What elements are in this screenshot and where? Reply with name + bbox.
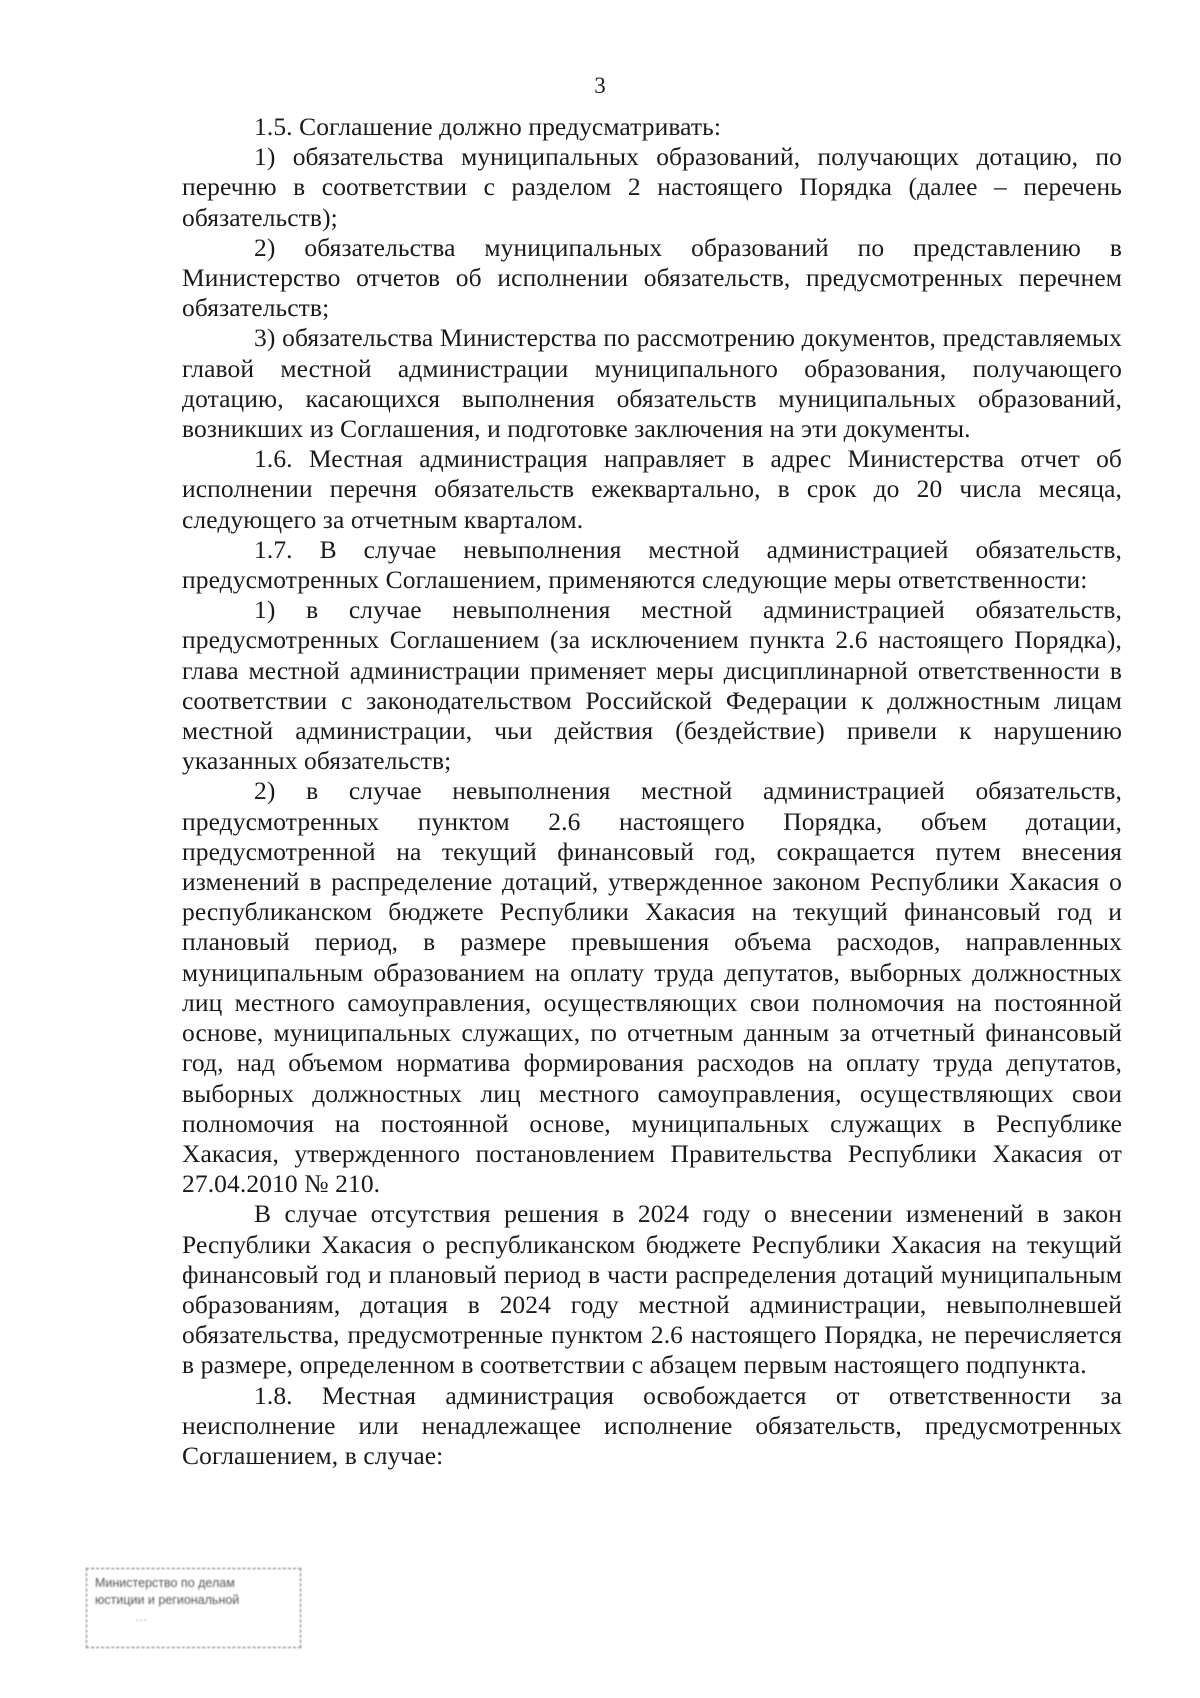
paragraph-1-7-note: В случае отсутствия решения в 2024 году о внесении изменений в закон Республики Хакасия о республиканском бюджете Республики Хакасия на текущий финансовый год и плановый период в части распределения дотаций муниципальным образованиям, дотация в 2024 году местной администрации, невыполневшей обязательства, предусмотренные пунктом 2.6 настоящего Порядка, не перечисляется в размере, определенном в соответствии с абзацем первым настоящего подпункта. (182, 1199, 1122, 1380)
stamp-line-3: … (135, 1610, 148, 1624)
paragraph-1-5-item-1: 1) обязательства муниципальных образований, получающих дотацию, по перечню в соответствии с разделом 2 настоящего Порядка (далее – перечень обязательств); (182, 142, 1122, 232)
paragraph-1-6: 1.6. Местная администрация направляет в адрес Министерства отчет об исполнении перечня обязательств ежеквартально, в срок до 20 числа месяца, следующего за отчетным кварталом. (182, 444, 1122, 534)
paragraph-1-7-item-2: 2) в случае невыполнения местной администрацией обязательств, предусмотренных пунктом 2.6 настоящего Порядка, объем дотации, предусмотренной на текущий финансовый год, сокращается путем внесения изменений в распределение дотаций, утвержденное законом Республики Хакасия о республиканском бюджете Республики Хакасия на текущий финансовый год и плановый период, в размере превышения объема расходов, направленных муниципальным образованием на оплату труда депутатов, выборных должностных лиц местного самоуправления, осуществляющих свои полномочия на постоянной основе, муниципальных служащих, по отчетным данным за отчетный финансовый год, над объемом норматива формирования расходов на оплату труда депутатов, выборных должностных лиц местного самоуправления, осуществляющих свои полномочия на постоянной основе, муниципальных служащих в Республике Хакасия, утвержденного постановлением Правительства Республики Хакасия от 27.04.2010 № 210. (182, 776, 1122, 1199)
stamp-line-1: Министерство по делам (95, 1576, 235, 1590)
paragraph-1-7-item-1: 1) в случае невыполнения местной администрацией обязательств, предусмотренных Соглашением (за исключением пункта 2.6 настоящего Порядка), глава местной администрации применяет меры дисциплинарной ответственности в соответствии с законодательством Российской Федерации к должностным лицам местной администрации, чьи действия (бездействие) привели к нарушению указанных обязательств; (182, 595, 1122, 776)
page-number: 3 (594, 73, 606, 98)
paragraph-1-7: 1.7. В случае невыполнения местной администрацией обязательств, предусмотренных Соглашением, применяются следующие меры ответственности: (182, 534, 1122, 595)
stamp-line-2: юстиции и региональной (95, 1593, 240, 1607)
paragraph-1-5: 1.5. Соглашение должно предусматривать: (254, 112, 722, 141)
registration-stamp (86, 1568, 301, 1648)
paragraph-1-5-item-2: 2) обязательства муниципальных образований по представлению в Министерство отчетов об исполнении обязательств, предусмотренных перечнем обязательств; (182, 232, 1122, 323)
document-body (182, 112, 1122, 1471)
paragraph-1-5-item-3: 3) обязательства Министерства по рассмотрению документов, представляемых главой местной администрации муниципального образования, получающего дотацию, касающихся выполнения обязательств муниципальных образований, возникших из Соглашения, и подготовке заключения на эти документы. (182, 323, 1122, 444)
paragraph-1-8: 1.8. Местная администрация освобождается от ответственности за неисполнение или ненадлежащее исполнение обязательств, предусмотренных Соглашением, в случае: (182, 1380, 1122, 1470)
